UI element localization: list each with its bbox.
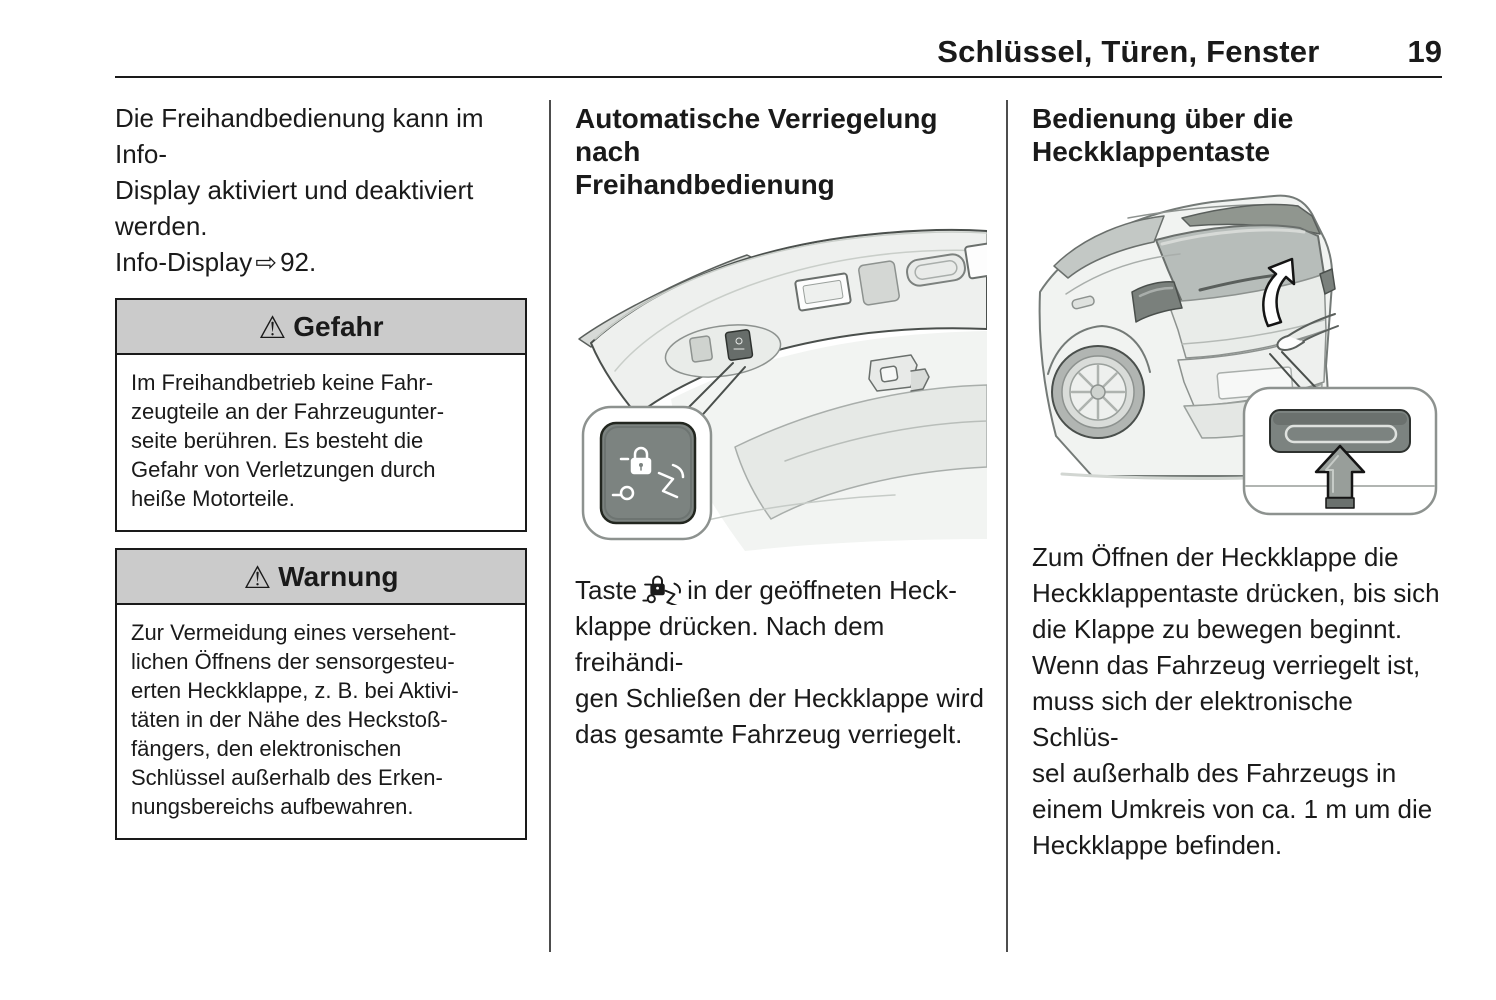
tailgate-inside-drawing	[575, 221, 987, 551]
auto-lock-paragraph	[575, 572, 987, 752]
intro-paragraph: Die Freihandbedienung kann im Info- Display aktiviert und deaktiviert werden.	[115, 103, 484, 241]
column-right	[1032, 100, 1444, 863]
danger-box-header	[117, 300, 525, 355]
column-divider-1	[549, 100, 551, 952]
auto-lock-text: in der geöffneten Heck- klappe drücken. Nach dem freihändi- gen Schließen der Heckklappe wird das gesamte Fahrzeug verriegelt.	[575, 575, 984, 749]
warning-triangle-icon: ⚠	[243, 559, 272, 595]
tailgate-button-paragraph: Zum Öffnen der Heckklappe die Heckklappentaste drücken, bis sich die Klappe zu bewegen beginnt. Wenn das Fahrzeug verriegelt ist, muss sich der elektronische Schlüs- sel außerhalb des Fahrzeugs in einem Umkreis von ca. 1 m um die Heckklappe befinden.	[1032, 542, 1440, 860]
danger-box-body: Im Freihandbetrieb keine Fahr- zeugteile an der Fahrzeugunter- seite berühren. Es besteht die Gefahr von Verletzungen durch heiße Motorteile.	[131, 370, 445, 511]
warning-box-body: Zur Vermeidung eines versehent- lichen Öffnens der sensorgesteu- erten Heckklappe, z. B. bei Aktivi- täten in der Nähe des Heckstoß- fängers, den elektronischen Schlüssel außerhalb des Erken- nungsbereichs aufbewahren.	[131, 620, 459, 819]
column-divider-2	[1006, 100, 1008, 952]
warning-box	[115, 548, 527, 840]
car-rear-drawing	[1032, 174, 1444, 526]
taste-label: Taste	[575, 575, 638, 605]
column-middle	[575, 100, 987, 752]
danger-box-title: Gefahr	[293, 311, 384, 342]
column-left	[115, 100, 527, 840]
chapter-title: Schlüssel, Türen, Fenster	[937, 34, 1320, 69]
warning-triangle-icon: ⚠	[258, 309, 287, 345]
warning-box-title: Warnung	[278, 561, 399, 592]
page-header	[115, 0, 1442, 78]
cross-reference	[115, 244, 527, 280]
hands-free-close-lock-icon	[642, 573, 682, 605]
section-heading-tailgate-button: Bedienung über die Heckklappentaste	[1032, 103, 1294, 167]
cross-reference-arrow-icon: ⇨	[255, 247, 278, 277]
warning-box-header	[117, 550, 525, 605]
tailgate-button-callout	[1244, 388, 1436, 514]
cross-reference-page: 92.	[280, 247, 317, 277]
hands-free-button-small	[725, 329, 753, 360]
section-heading-auto-lock: Automatische Verriegelung nach Freihandbedienung	[575, 103, 938, 200]
danger-box	[115, 298, 527, 532]
tailgate-inside-illustration	[575, 221, 987, 560]
cross-reference-label: Info-Display	[115, 247, 253, 277]
page-number: 19	[1407, 34, 1442, 69]
car-rear-illustration	[1032, 174, 1444, 535]
button-callout	[583, 407, 711, 539]
